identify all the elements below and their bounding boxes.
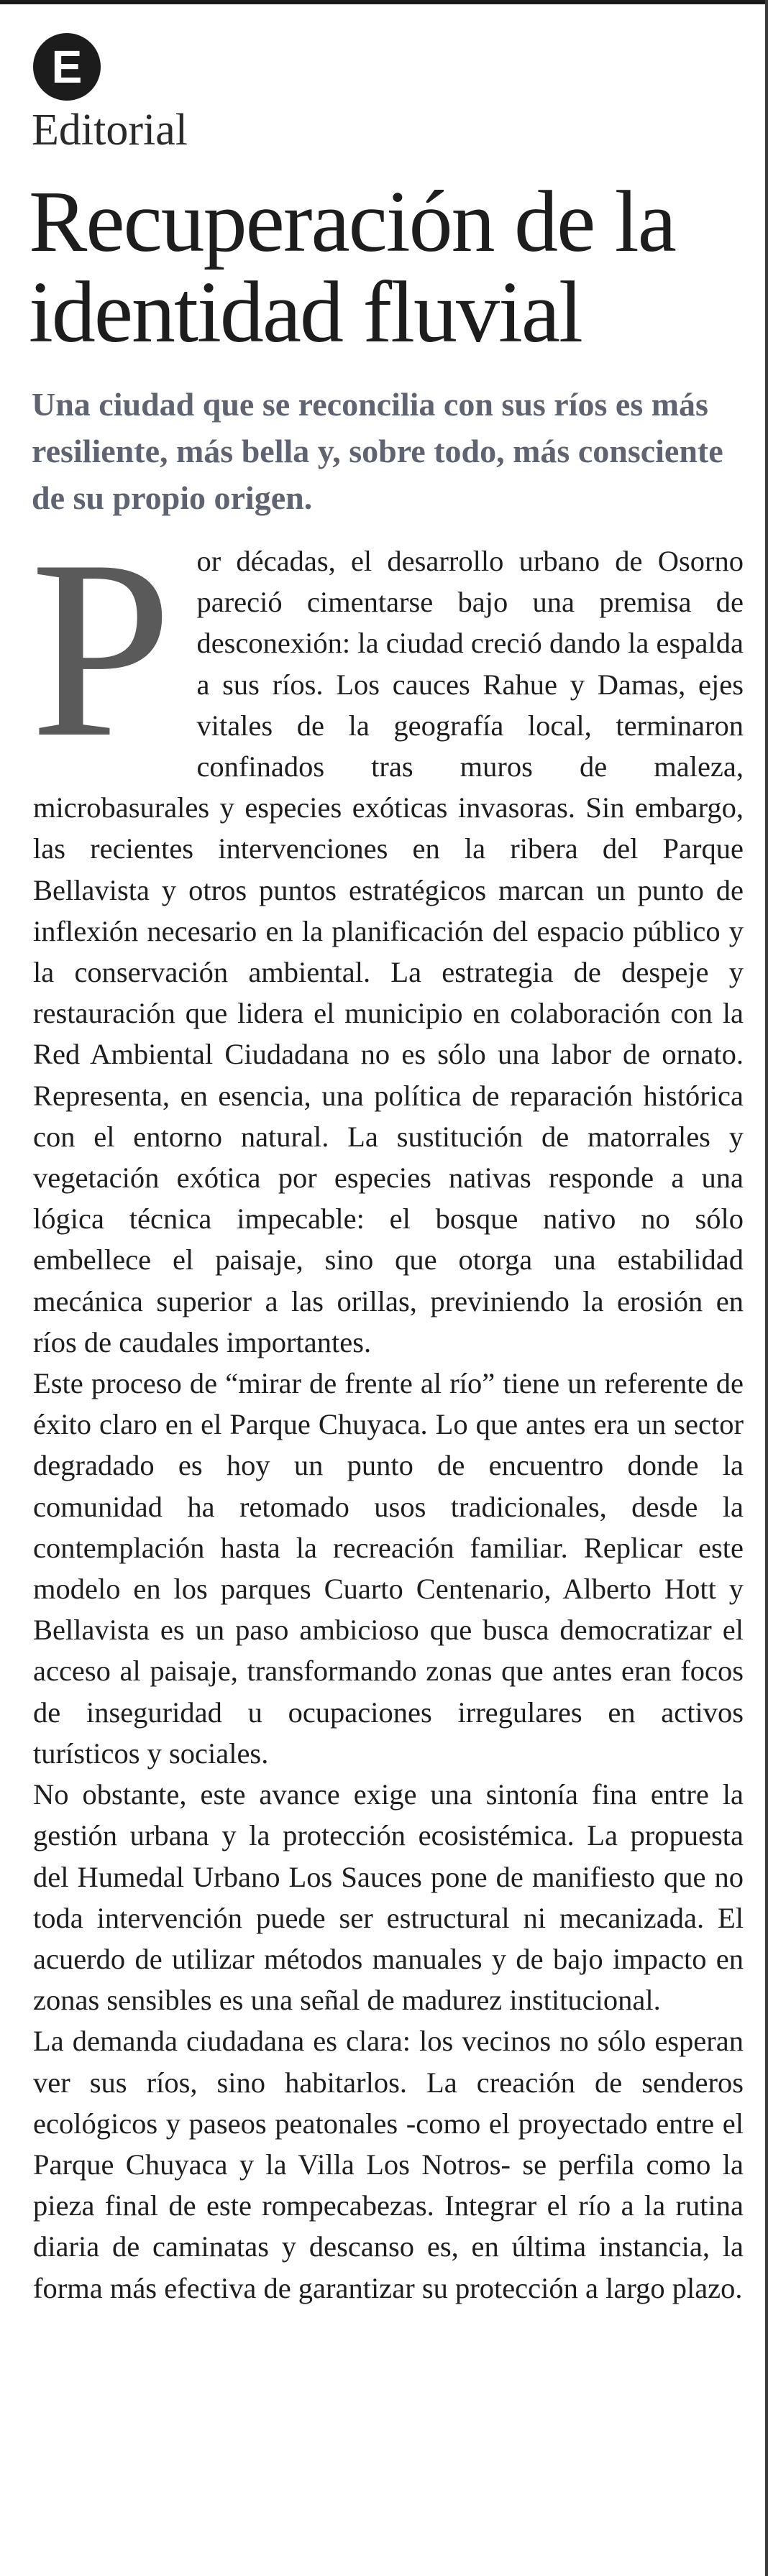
paragraph-1 [30,507,744,1363]
section-label: Editorial [32,106,188,155]
drop-cap: P [30,507,173,790]
paragraph-1-text: or décadas, el desarrollo urbano de Osorno pareció cimentarse bajo una premisa de desconexión: la ciudad creció dando la espalda a sus ríos. Los cauces Rahue y Damas, ejes vitales de la geografía local, terminaron confinados tras muros de maleza, microbasurales y especies exóticas invasoras. Sin embargo, las recientes intervenciones en la ribera del Parque Bellavista y otros puntos estratégicos marcan un punto de inflexión necesario en la planificación del espacio público y la conservación ambiental. La estrategia de despeje y restauración que lidera el municipio en colaboración con la Red Ambiental Ciudadana no es sólo una labor de ornato. Representa, en esencia, una política de reparación histórica con el entorno natural. La sustitución de matorrales y vegetación exótica por especies nativas responde a una lógica técnica impecable: el bosque nativo no sólo embellece el paisaje, sino que otorga una estabilidad mecánica superior a las orillas, previniendo la erosión en ríos de caudales importantes. [33,545,744,1358]
article-body [30,507,744,2309]
headline: Recuperación de la identidad fluvial [29,173,675,361]
subtitle: Una ciudad que se reconcilia con sus ríos es más resiliente, más bella y, sobre todo, más consciente de su propio origen. [32,386,723,516]
paragraph-2: Este proceso de “mirar de frente al río” tiene un referente de éxito claro en el Parque Chuyaca. Lo que antes era un sector degradado es hoy un punto de encuentro donde la comunidad ha retomado usos tradicionales, desde la contemplación hasta la recreación familiar. Replicar este modelo en los parques Cuarto Centenario, Alberto Hott y Bellavista es un paso ambicioso que busca democratizar el acceso al paisaje, transformando zonas que antes eran focos de inseguridad u ocupaciones irregulares en activos turísticos y sociales. [33,1367,744,1770]
paragraph-3: No obstante, este avance exige una sintonía fina entre la gestión urbana y la protección ecosistémica. La propuesta del Humedal Urbano Los Sauces pone de manifiesto que no toda intervención puede ser estructural ni mecanizada. El acuerdo de utilizar métodos manuales y de bajo impacto en zonas sensibles es una señal de madurez institucional. [33,1778,744,2017]
editorial-badge-icon: E [33,33,101,101]
top-rule [0,0,768,4]
column-rule [765,0,768,2576]
paragraph-4: La demanda ciudadana es clara: los vecinos no sólo esperan ver sus ríos, sino habitarlos. La creación de senderos ecológicos y paseos peatonales -como el proyectado entre el Parque Chuyaca y la Villa Los Notros- se perfila como la pieza final de este rompecabezas. Integrar el río a la rutina diaria de caminatas y descanso es, en última instancia, la forma más efectiva de garantizar su protección a largo plazo. [33,2025,744,2304]
